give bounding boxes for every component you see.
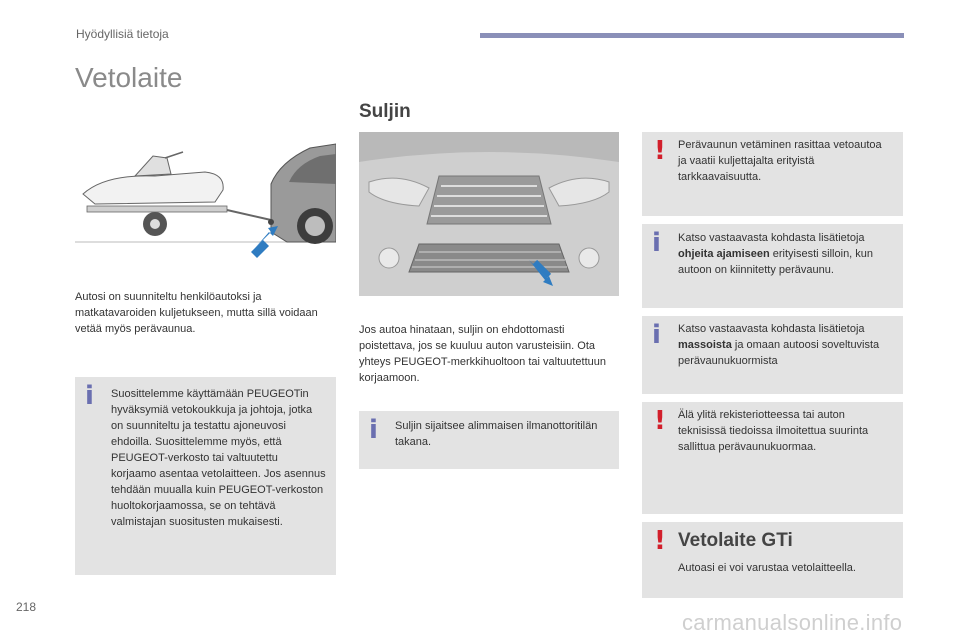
warning-icon: !: [654, 406, 666, 436]
info-box-driving: [642, 224, 903, 308]
info-icon: i: [369, 415, 378, 445]
gti-text: Autoasi ei voi varustaa vetolaitteella.: [678, 562, 856, 574]
watermark: carmanualsonline.info: [682, 610, 903, 635]
gti-box: [642, 522, 903, 598]
warning-icon: !: [654, 136, 666, 166]
left-info-text: Suosittelemme käyttämään PEUGEOTin hyväksymiä vetokoukkuja ja johtoja, jotka on suunniteltu ja testattu ajoneuvosi ehdoilla. Suosittelemme myös, että PEUGEOT-verkosto tai valtuutettu korjaamo asentaa vetolaitteen. Jos asennus tehdään muualla kuin PEUGEOT-verkoston huoltokorjaamossa, se on tehtävä valmistajan suositusten mukaisesti.: [111, 388, 326, 528]
info-text-masses: Katso vastaavasta kohdasta lisätietoja massoista ja omaan autoosi soveltuvista perävaunukuormista: [678, 323, 880, 367]
warning-icon: !: [654, 526, 666, 556]
towing-illustration: [75, 134, 336, 274]
warning-box-max-load: [642, 402, 903, 514]
left-info-box: [75, 377, 336, 575]
info-text-driving: Katso vastaavasta kohdasta lisätietoja ohjeita ajamiseen erityisesti silloin, kun autoon on kiinnitetty perävaunu.: [678, 232, 874, 276]
left-intro-text: Autosi on suunniteltu henkilöautoksi ja matkatavaroiden kuljetukseen, mutta sillä voidaan vetää myös perävaunua.: [75, 291, 318, 335]
gti-heading: Vetolaite GTi: [678, 530, 793, 551]
warning-text-max-load: Älä ylitä rekisteriotteessa tai auton teknisissä tiedoissa ilmoitettua suurinta sallittua perävaunukuormaa.: [678, 409, 869, 453]
warning-text-towing-strain: Perävaunun vetäminen rasittaa vetoautoa ja vaatii kuljettajalta erityistä tarkkaavaisuutta.: [678, 139, 882, 183]
info-icon: i: [652, 320, 661, 350]
info-icon: i: [652, 228, 661, 258]
page-title: Vetolaite: [75, 62, 183, 93]
header-accent-bar: [480, 33, 904, 38]
suljin-info-text: Suljin sijaitsee alimmaisen ilmanottoritilän takana.: [395, 420, 598, 448]
suljin-intro-text: Jos autoa hinataan, suljin on ehdottomasti poistettava, jos se kuuluu auton varusteisiin. Ota yhteys PEUGEOT-merkkihuoltoon tai valtuutettuun korjaamoon.: [359, 324, 607, 384]
info-icon: i: [85, 381, 94, 411]
warning-box-towing-strain: [642, 132, 903, 216]
info-box-masses: [642, 316, 903, 394]
section-label: Hyödyllisiä tietoja: [76, 27, 169, 41]
suljin-info-box: [359, 411, 619, 469]
suljin-heading: Suljin: [359, 101, 411, 122]
page-number: 218: [16, 600, 37, 614]
front-grille-photo: [359, 132, 619, 296]
